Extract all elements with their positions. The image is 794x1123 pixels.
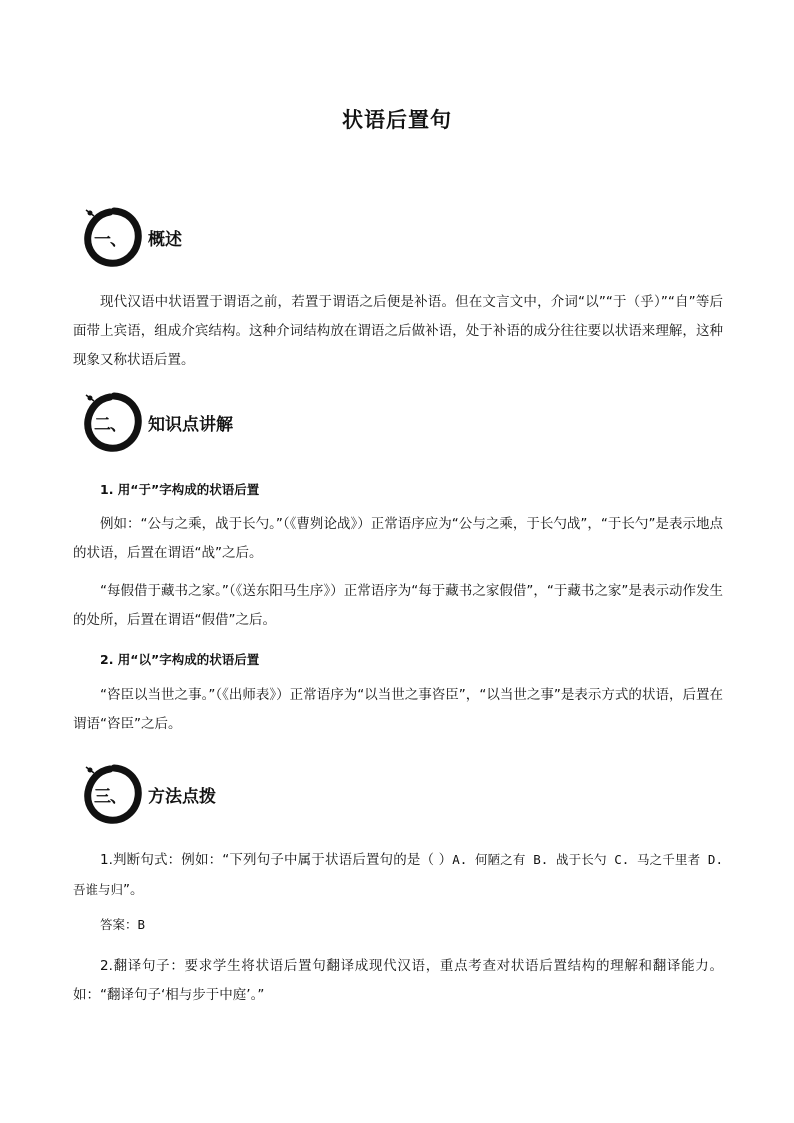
example-paragraph-2: “每假借于藏书之家。”（《送东阳马生序》）正常语序为“每于藏书之家假借”，“于藏书之家”是表示动作发生的处所，后置在谓语“假借”之后。 [73, 583, 723, 628]
answer-text: 答案：B [100, 917, 146, 932]
section-number: 一、 [94, 230, 126, 250]
section-number: 三、 [94, 787, 126, 807]
method-question-end: ”。 [123, 882, 144, 898]
example-paragraph-3: “咨臣以当世之事。”（《出师表》）正常语序为“以当世之事咨臣”，“以当世之事”是表示方式的状语，后置在谓语“咨臣”之后。 [73, 687, 723, 732]
subheading-yi: 2. 用“以”字构成的状语后置 [100, 652, 260, 667]
method-paragraph-1 [73, 845, 723, 905]
example-paragraph-1: 例如：“公与之乘，战于长勺。”（《曹刿论战》）正常语序应为“公与之乘，于长勺战”，“于长勺”是表示地点的状语，后置在谓语“战”之后。 [73, 516, 723, 561]
page-title: 状语后置句 [342, 108, 452, 132]
section-title: 概述 [148, 230, 182, 250]
method-question-text: 1.判断句式：例如：“下列句子中属于状语后置句的是（ ） [100, 852, 453, 868]
section-heading-overview [80, 205, 480, 269]
section-heading-knowledge [80, 390, 480, 454]
answer-line [73, 910, 723, 940]
overview-paragraph: 现代汉语中状语置于谓语之前，若置于谓语之后便是补语。但在文言文中，介词“以”“于（乎）”“自”等后面带上宾语，组成介宾结构。这种介词结构放在谓语之后做补语，处于补语的成分往往要以状语来理解，这种现象又称状语后置。 [73, 294, 723, 368]
method-options: A. 何陋之有 B. 战于长勺 C. 马之千里者 D. 吾谁与归 [73, 852, 723, 897]
section-title: 方法点拨 [148, 787, 216, 807]
method-paragraph-2: 2.翻译句子：要求学生将状语后置句翻译成现代汉语，重点考查对状语后置结构的理解和翻译能力。如：“翻译句子‘相与步于中庭’。” [73, 958, 723, 1003]
section-heading-method [80, 762, 480, 826]
subheading-yu: 1. 用“于”字构成的状语后置 [100, 482, 260, 497]
section-number: 二、 [94, 415, 126, 435]
section-title: 知识点讲解 [148, 415, 233, 435]
